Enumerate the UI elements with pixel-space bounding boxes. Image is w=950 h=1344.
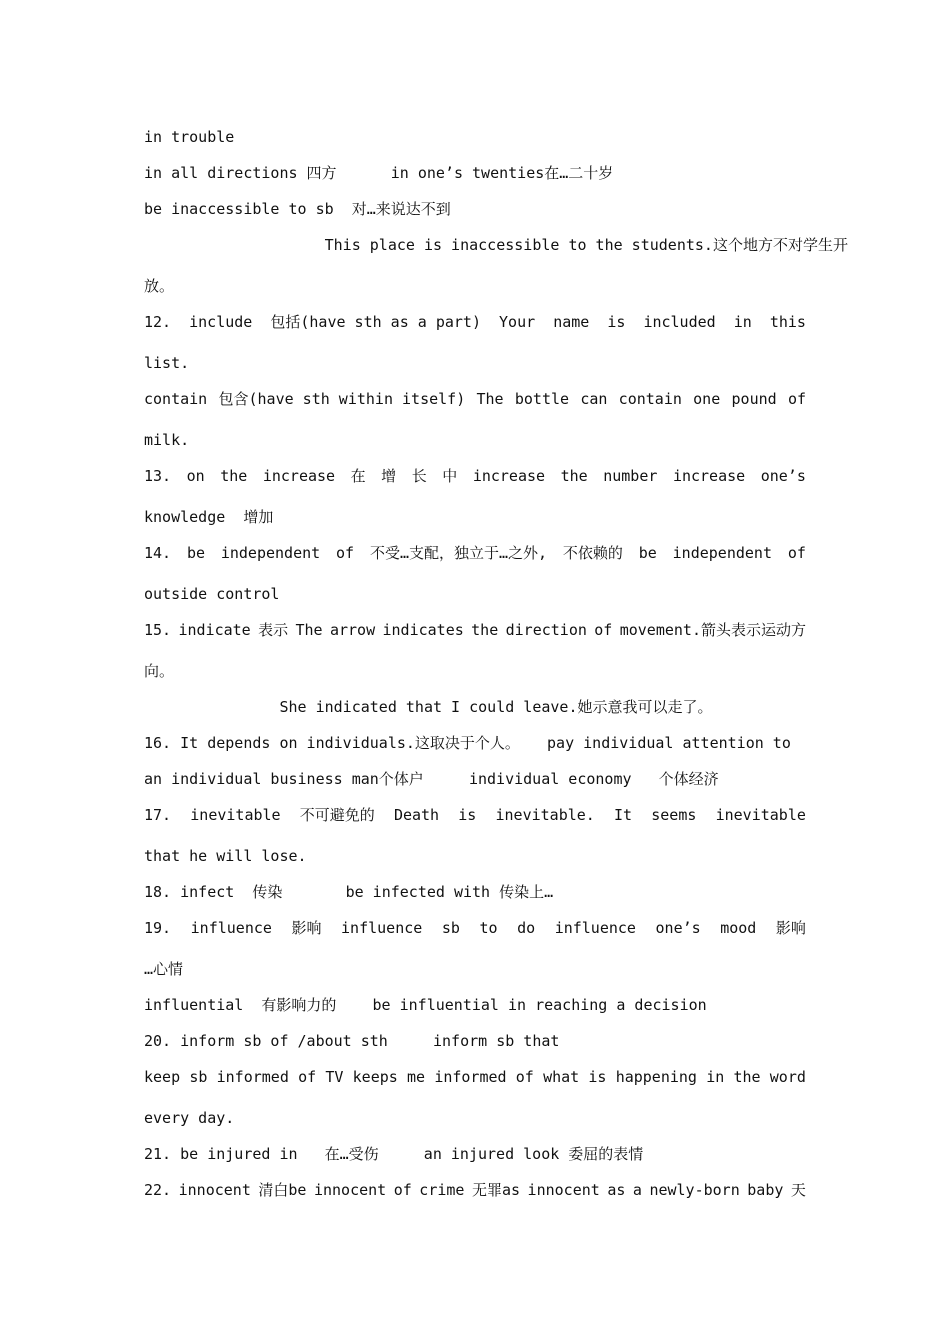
text-token: 清白be (258, 1181, 307, 1199)
text-token: mood (720, 919, 757, 937)
text-line: outside control (144, 585, 280, 603)
text-token: 17. (144, 806, 172, 824)
text-line (144, 918, 806, 938)
text-token: be (186, 544, 205, 562)
text-token: Death (393, 806, 440, 824)
text-token: seems (651, 806, 697, 824)
text-token: 22. (144, 1181, 172, 1199)
text-token: inevitable (715, 806, 806, 824)
text-token: what (543, 1068, 580, 1086)
text-token: is (607, 313, 626, 331)
text-token: is (458, 806, 477, 824)
text-token: keep (144, 1068, 181, 1086)
text-line: 20. inform sb of /about sth inform sb that (144, 1032, 560, 1050)
text-token: bottle (514, 390, 570, 408)
text-token: arrow (329, 621, 376, 639)
text-token: indicates (382, 621, 464, 639)
text-line: 放。 (144, 277, 175, 295)
text-token: 19. (144, 919, 172, 937)
text-line (144, 543, 806, 563)
text-line: every day. (144, 1109, 235, 1127)
text-token: independent (220, 544, 321, 562)
text-token: inevitable. (495, 806, 595, 824)
text-line (144, 1067, 806, 1087)
text-token: influence (341, 919, 423, 937)
text-token: can (580, 390, 608, 408)
text-token: word (769, 1068, 806, 1086)
text-token: 13. (144, 467, 172, 485)
text-token: inevitable (190, 806, 281, 824)
text-token: the (560, 467, 588, 485)
text-token: me (407, 1068, 426, 1086)
text-line (144, 466, 806, 486)
text-token: is (588, 1068, 607, 1086)
text-token: of (515, 1068, 534, 1086)
text-token: independent (672, 544, 772, 562)
text-line: milk. (144, 431, 190, 449)
text-token: 不受…支配，独立于…之外, (369, 544, 548, 562)
text-token: of (594, 621, 613, 639)
text-token: The (476, 390, 504, 408)
text-token: 包括(have sth as a part) (270, 313, 481, 331)
text-line: She indicated that I could leave.她示意我可以走了。 (144, 698, 713, 716)
text-token: of (787, 544, 806, 562)
text-token: innocent (313, 1181, 387, 1199)
text-token: informed (434, 1068, 507, 1086)
text-token: of (298, 1068, 317, 1086)
text-line: 16. It depends on individuals.这取决于个人。 pay individual attention to (144, 734, 791, 752)
text-token: happening (615, 1068, 697, 1086)
text-token: contain (618, 390, 682, 408)
text-token: The (295, 621, 323, 639)
text-line (144, 620, 806, 640)
text-token: included (643, 313, 716, 331)
text-token: 不可避免的 (299, 806, 375, 824)
text-token: number (603, 467, 658, 485)
text-token: TV (325, 1068, 344, 1086)
text-line: that he will lose. (144, 847, 307, 865)
text-line (144, 1180, 806, 1200)
text-token: contain (144, 390, 208, 408)
text-line: list. (144, 354, 190, 372)
text-token: influence (190, 919, 272, 937)
text-token: do (517, 919, 536, 937)
text-token: innocent (178, 1181, 251, 1199)
text-token: 中 (442, 467, 458, 485)
text-token: sb (189, 1068, 208, 1086)
text-token: Your (499, 313, 536, 331)
text-token: newly-born (649, 1181, 740, 1199)
text-token: one’s (760, 467, 806, 485)
text-token: 影响 (291, 919, 322, 937)
text-token: the (733, 1068, 761, 1086)
text-token: baby (747, 1181, 784, 1199)
text-token: 长 (411, 467, 427, 485)
text-token: innocent (527, 1181, 600, 1199)
text-line: influential 有影响力的 be influential in reaching a decision (144, 996, 707, 1014)
text-token: one (693, 390, 721, 408)
text-line: in trouble (144, 128, 235, 146)
text-token: one’s (655, 919, 701, 937)
text-token: direction (505, 621, 587, 639)
text-token: the (220, 467, 248, 485)
text-line (144, 312, 806, 332)
text-token: increase (672, 467, 746, 485)
text-token: 15. (144, 621, 172, 639)
text-token: movement.箭头表示运动方 (619, 621, 806, 639)
text-token: pound (731, 390, 777, 408)
text-line: knowledge 增加 (144, 508, 274, 526)
text-token: as (607, 1181, 626, 1199)
text-line (144, 805, 806, 825)
text-token: sb (441, 919, 460, 937)
text-token: informed (216, 1068, 289, 1086)
text-token: include (189, 313, 253, 331)
text-token: 增 (381, 467, 397, 485)
text-token: be (638, 544, 657, 562)
text-token: 影响 (775, 919, 806, 937)
text-token: to (479, 919, 498, 937)
text-line: an individual business man个体户 individual economy 个体经济 (144, 770, 719, 788)
text-token: increase (472, 467, 546, 485)
text-token: It (614, 806, 633, 824)
text-token: 天 (790, 1181, 806, 1199)
text-line (144, 389, 806, 409)
text-token: this (769, 313, 806, 331)
text-line: be inaccessible to sb 对…来说达不到 (144, 200, 451, 218)
text-token: name (553, 313, 590, 331)
text-token: of (787, 390, 806, 408)
text-token: 在 (350, 467, 366, 485)
text-line: …心情 (144, 960, 184, 978)
text-token: of (393, 1181, 412, 1199)
text-line: 向。 (144, 662, 175, 680)
text-token: in (733, 313, 752, 331)
text-token: 12. (144, 313, 172, 331)
text-token: in (706, 1068, 725, 1086)
text-token: crime (419, 1181, 465, 1199)
text-token: keeps (352, 1068, 398, 1086)
text-token: increase (262, 467, 336, 485)
text-token: 14. (144, 544, 172, 562)
text-token: 无罪as (471, 1181, 521, 1199)
text-token: of (336, 544, 355, 562)
text-line: in all directions 四方 in one’s twenties在…二十岁 (144, 164, 614, 182)
text-token: the (471, 621, 499, 639)
text-token: on (186, 467, 205, 485)
text-token: 不依赖的 (562, 544, 623, 562)
text-line: This place is inaccessible to the students.这个地方不对学生开 (144, 236, 848, 254)
text-token: indicate (178, 621, 251, 639)
text-token: 包含(have sth within itself) (218, 390, 466, 408)
text-token: 表示 (258, 621, 289, 639)
text-line: 21. be injured in 在…受伤 an injured look 委屈的表情 (144, 1145, 644, 1163)
text-token: a (632, 1181, 642, 1199)
text-line: 18. infect 传染 be infected with 传染上… (144, 883, 554, 901)
text-token: influence (554, 919, 636, 937)
